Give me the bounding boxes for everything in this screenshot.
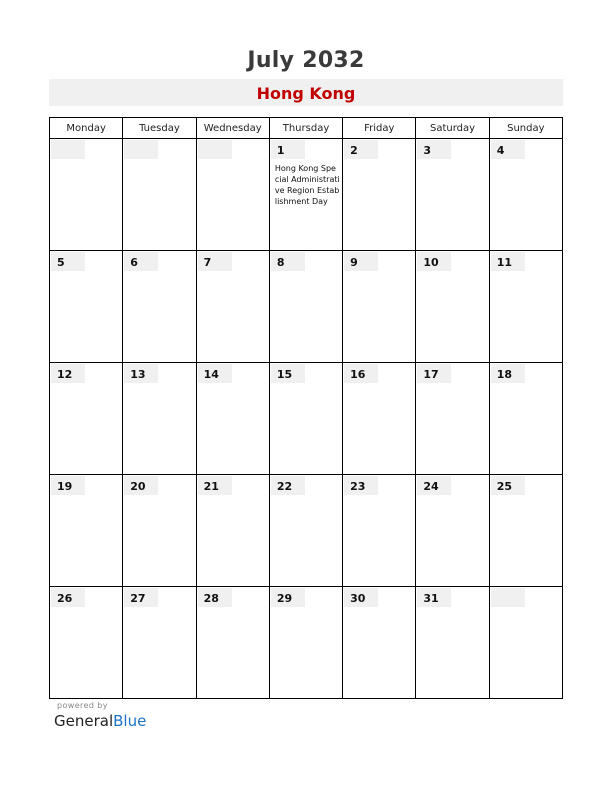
calendar-week-row	[50, 363, 563, 475]
calendar-grid	[49, 117, 563, 699]
day-number: 9	[344, 252, 378, 271]
day-number	[51, 140, 85, 159]
calendar-day-cell	[123, 251, 196, 363]
weekday-header: Monday	[50, 118, 123, 139]
region-banner: Hong Kong	[49, 79, 563, 106]
day-number: 22	[271, 476, 305, 495]
page-title: July 2032	[247, 48, 365, 73]
holiday-event: Hong Kong Special Administrative Region Establishment Day	[274, 164, 340, 206]
day-number: 24	[417, 476, 451, 495]
calendar-day-cell	[123, 475, 196, 587]
weekday-header: Thursday	[269, 118, 342, 139]
calendar-day-cell	[416, 475, 489, 587]
day-number: 17	[417, 364, 451, 383]
calendar-day-cell	[123, 139, 196, 251]
calendar-day-cell	[416, 587, 489, 699]
calendar-day-cell	[489, 587, 562, 699]
calendar-day-cell	[343, 587, 416, 699]
brand-general-text: General	[54, 712, 114, 730]
day-number: 5	[51, 252, 85, 271]
day-number: 31	[417, 588, 451, 607]
day-number: 23	[344, 476, 378, 495]
day-number: 6	[124, 252, 158, 271]
day-number: 2	[344, 140, 378, 159]
calendar-day-cell	[343, 475, 416, 587]
calendar-day-cell	[343, 139, 416, 251]
day-number: 1	[271, 140, 305, 159]
day-number: 27	[124, 588, 158, 607]
day-number: 8	[271, 252, 305, 271]
calendar-day-cell	[196, 251, 269, 363]
day-number: 16	[344, 364, 378, 383]
calendar-day-cell	[269, 251, 342, 363]
brand-blue-text: Blue	[113, 712, 147, 730]
day-number: 18	[491, 364, 525, 383]
calendar-day-cell	[489, 475, 562, 587]
day-number	[198, 140, 232, 159]
calendar-day-cell	[269, 475, 342, 587]
calendar-week-row	[50, 587, 563, 699]
weekday-header-row	[50, 118, 563, 139]
calendar-day-cell	[269, 139, 342, 251]
calendar-day-cell	[50, 363, 123, 475]
day-number	[491, 588, 525, 607]
weekday-header: Sunday	[489, 118, 562, 139]
day-number: 25	[491, 476, 525, 495]
weekday-header: Friday	[343, 118, 416, 139]
brand-logo	[54, 712, 146, 730]
day-number: 20	[124, 476, 158, 495]
day-number: 11	[491, 252, 525, 271]
day-number: 3	[417, 140, 451, 159]
calendar-day-cell	[50, 251, 123, 363]
calendar-day-cell	[50, 587, 123, 699]
calendar-week-row	[50, 251, 563, 363]
calendar-day-cell	[489, 139, 562, 251]
calendar-day-cell	[343, 363, 416, 475]
day-number: 15	[271, 364, 305, 383]
weekday-header: Wednesday	[196, 118, 269, 139]
calendar-day-cell	[196, 587, 269, 699]
calendar-day-cell	[50, 475, 123, 587]
day-number: 10	[417, 252, 451, 271]
calendar-day-cell	[123, 363, 196, 475]
day-number: 26	[51, 588, 85, 607]
calendar-day-cell	[196, 475, 269, 587]
calendar-day-cell	[196, 363, 269, 475]
day-number	[124, 140, 158, 159]
calendar-day-cell	[416, 139, 489, 251]
calendar-week-row	[50, 475, 563, 587]
calendar-day-cell	[489, 363, 562, 475]
calendar-day-cell	[343, 251, 416, 363]
day-number: 7	[198, 252, 232, 271]
day-number: 19	[51, 476, 85, 495]
day-number: 13	[124, 364, 158, 383]
calendar-day-cell	[416, 363, 489, 475]
day-number: 4	[491, 140, 525, 159]
day-number: 28	[198, 588, 232, 607]
calendar-day-cell	[123, 587, 196, 699]
calendar-day-cell	[50, 139, 123, 251]
day-number: 29	[271, 588, 305, 607]
weekday-header: Tuesday	[123, 118, 196, 139]
calendar-week-row	[50, 139, 563, 251]
calendar-day-cell	[196, 139, 269, 251]
calendar-day-cell	[489, 251, 562, 363]
day-number: 12	[51, 364, 85, 383]
day-number: 14	[198, 364, 232, 383]
powered-by-text: powered by	[57, 701, 108, 710]
calendar-day-cell	[269, 587, 342, 699]
day-number: 30	[344, 588, 378, 607]
weekday-header: Saturday	[416, 118, 489, 139]
calendar-day-cell	[269, 363, 342, 475]
calendar-day-cell	[416, 251, 489, 363]
day-number: 21	[198, 476, 232, 495]
